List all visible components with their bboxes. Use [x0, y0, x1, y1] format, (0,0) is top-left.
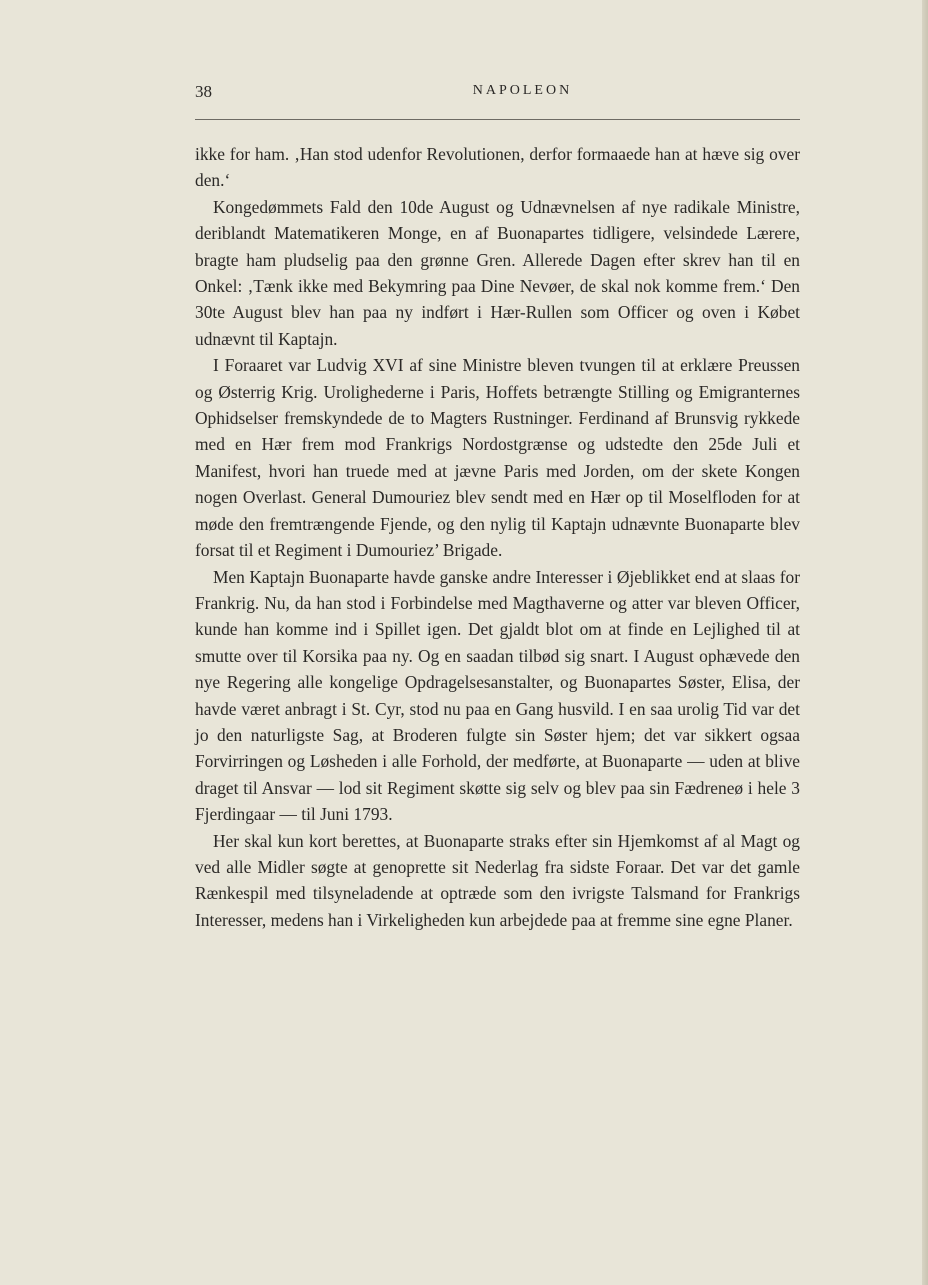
paragraph: ikke for ham. ‚Han stod udenfor Revolutionen, derfor formaaede han at hæve sig over den.‘ [195, 144, 800, 191]
page-edge [922, 0, 928, 1285]
page-header [195, 82, 800, 104]
paragraph: Her skal kun kort berettes, at Buonaparte straks efter sin Hjemkomst af al Magt og ved alle Midler søgte at genoprette sit Nederlag fra sidste Foraar. Det var det gamle Rænkespil med tilsyneladende at optræde som den ivrigste Talsmand for Frankrigs Interesser, medens han i Virkeligheden kun arbejdede paa at fremme sine egne Planer. [195, 830, 800, 930]
header-rule [195, 119, 800, 120]
paragraph: Kongedømmets Fald den 10de August og Udnævnelsen af nye radikale Ministre, deriblandt Matematikeren Monge, en af Buonapartes tidligere, velsindede Lærere, bragte ham pludselig paa den grønne Gren. Allerede Dagen efter skrev han til en Onkel: ‚Tænk ikke med Bekymring paa Dine Nevøer, de skal nok komme frem.‘ Den 30te August blev han paa ny indført i Hær-Rullen som Officer og oven i Købet udnævnt til Kaptajn. [195, 196, 800, 349]
paragraph: Men Kaptajn Buonaparte havde ganske andre Interesser i Øjeblikket end at slaas for Frankrig. Nu, da han stod i Forbindelse med Magthaverne og atter var bleven Officer, kunde han komme ind i Spillet igen. Det gjaldt blot om at finde en Lejlighed til at smutte over til Korsika paa ny. Og en saadan tilbød sig snart. I August ophævede den nye Regering alle kongelige Opdragelsesanstalter, og Buonapartes Søster, Elisa, der havde været anbragt i St. Cyr, stod nu paa en Gang husvild. I en saa urolig Tid var det jo den naturligste Sag, at Broderen fulgte sin Søster hjem; det var sikkert ogsaa Forvirringen og Løsheden i alle Forhold, der medførte, at Buonaparte — uden at blive draget til Ansvar — lod sit Regiment skøtte sig selv og blev paa sin Fædreneø i hele 3 Fjerdingaar — til Juni 1793. [195, 566, 800, 825]
running-title: NAPOLEON [472, 83, 573, 98]
body-text [195, 141, 800, 933]
page-number: 38 [195, 82, 212, 101]
paragraph: I Foraaret var Ludvig XVI af sine Ministre bleven tvungen til at erklære Preussen og Østerrig Krig. Urolighederne i Paris, Hoffets betrængte Stilling og Emigranternes Ophidselser fremskyndede de to Magters Rustninger. Ferdinand af Brunsvig rykkede med en Hær frem mod Frankrigs Nordostgrænse og udstedte den 25de Juli et Manifest, hvori han truede med at jævne Paris med Jorden, om der skete Kongen nogen Overlast. General Dumouriez blev sendt med en Hær op til Moselfloden for at møde den fremtrængende Fjende, og den nylig til Kaptajn udnævnte Buonaparte blev forsat til et Regiment i Dumouriez’ Brigade. [195, 355, 800, 561]
